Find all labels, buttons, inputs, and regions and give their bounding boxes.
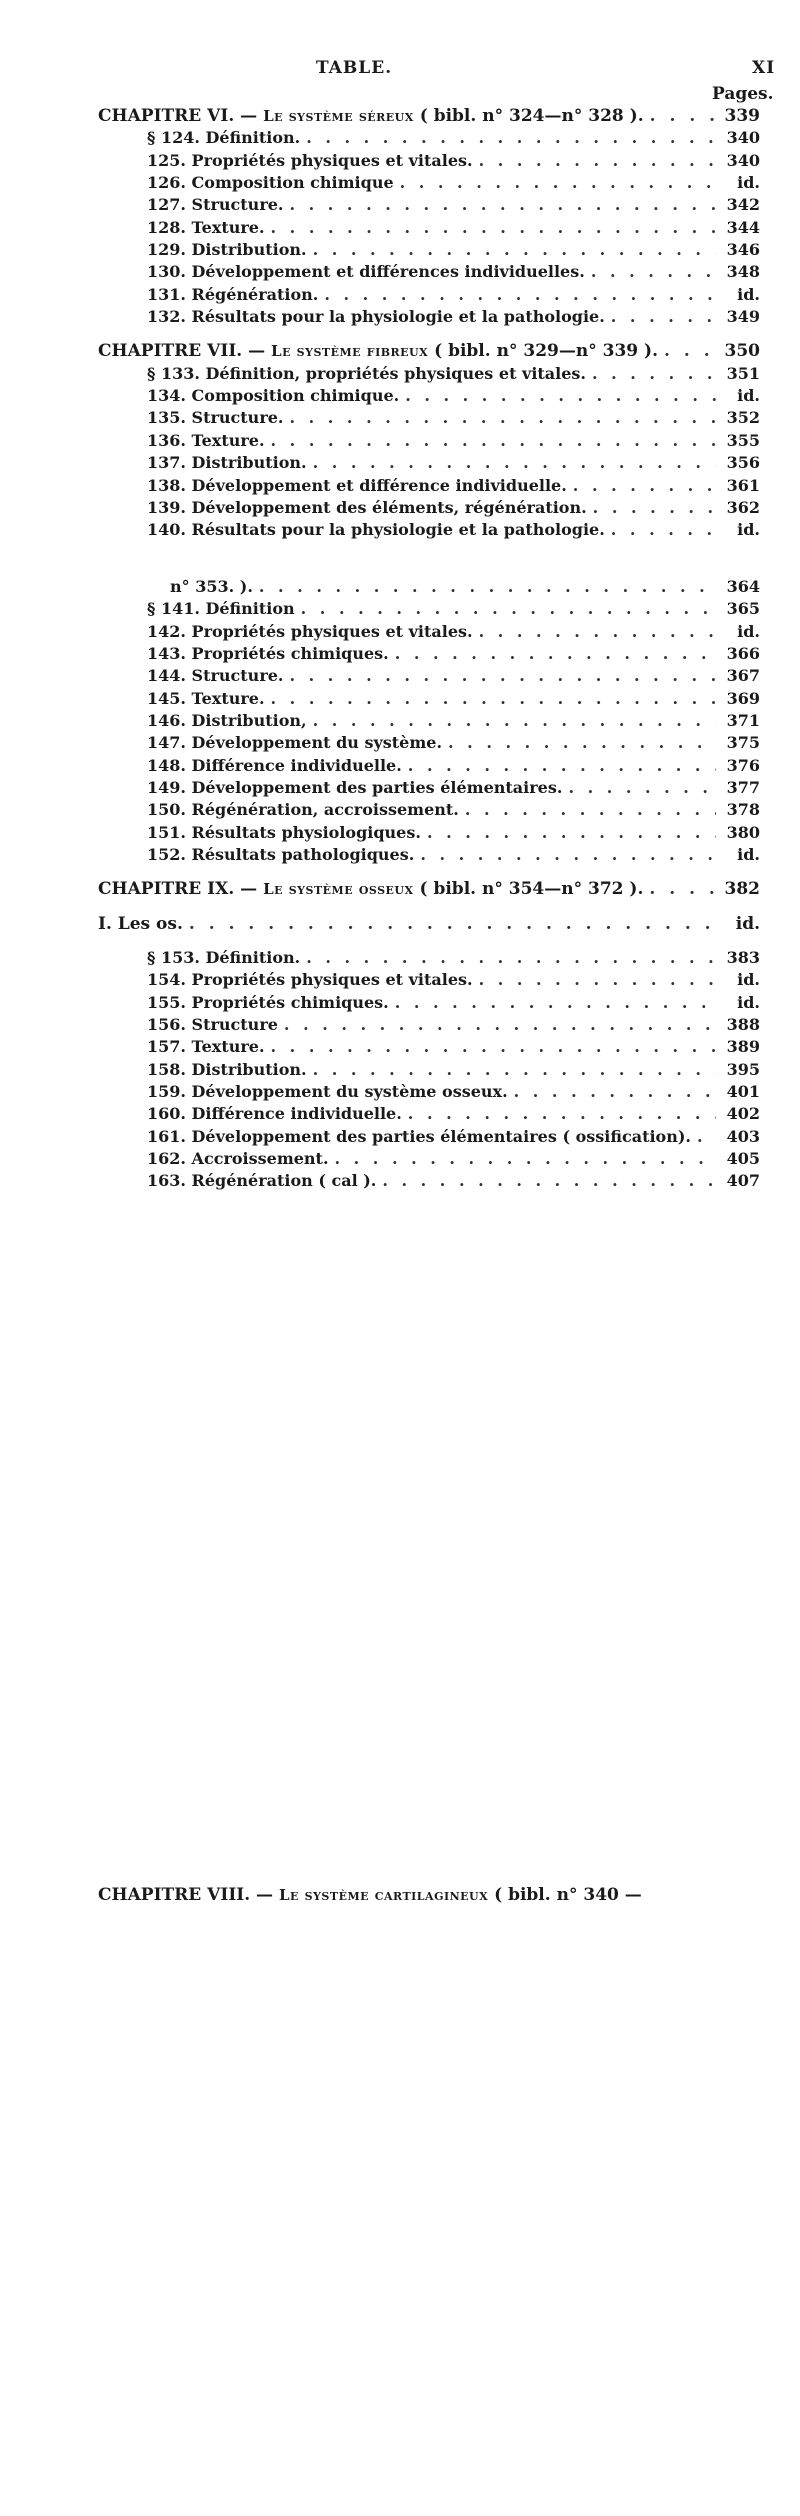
page-number: 378 [726, 800, 760, 820]
entry-label: 151. Résultats physiologiques. [147, 822, 421, 842]
page-number: 377 [726, 777, 760, 797]
entry-label: 150. Régénération, accroissement. [147, 800, 459, 820]
toc-entry [0, 800, 800, 822]
toc-entry [0, 993, 800, 1015]
entry-label: n° 353. ). [170, 576, 253, 596]
dot-leader [395, 644, 716, 664]
dot-leader [395, 993, 716, 1013]
toc-entry [0, 970, 800, 992]
chapter-subject: Le système séreux [263, 107, 414, 125]
dot-leader [664, 341, 716, 361]
toc-entry [0, 644, 800, 666]
page-number: 395 [726, 1059, 760, 1079]
toc-entry [0, 218, 800, 240]
page-number: 352 [726, 408, 760, 428]
entry-label [98, 914, 183, 934]
chapter-subject: Le système cartilagineux [278, 1885, 489, 1904]
toc-entry [0, 386, 800, 408]
entry-label: 134. Composition chimique. [147, 386, 400, 406]
dot-leader [611, 307, 716, 327]
page-number: id. [737, 845, 760, 864]
page-number: 340 [726, 128, 760, 148]
toc-entry [0, 364, 800, 386]
dot-leader [479, 622, 716, 642]
dot-leader [335, 1149, 716, 1169]
chapter-title [98, 106, 644, 126]
toc-entry [0, 1060, 800, 1082]
page-number: id. [737, 970, 760, 990]
page-number: 344 [726, 217, 760, 237]
chapter-heading [0, 879, 800, 901]
toc-entry [0, 823, 800, 845]
dot-leader [593, 498, 716, 518]
dot-leader [382, 1171, 716, 1191]
dot-leader [697, 1127, 716, 1147]
page-number: id. [737, 284, 760, 304]
page-number: 388 [726, 1015, 760, 1035]
entry-label: 156. Structure [147, 1015, 278, 1035]
entry-label: 160. Différence individuelle. [147, 1104, 402, 1124]
bibliography-ref: ( bibl. n° 324—n° 328 ). [413, 106, 644, 126]
page-number: id. [737, 520, 760, 540]
page-number: 366 [726, 643, 760, 663]
chapter-number: I. Les os. [98, 913, 183, 934]
dot-leader [611, 520, 716, 540]
page-number: 380 [726, 822, 760, 842]
page-number: 361 [726, 475, 760, 495]
toc-entry [0, 240, 800, 262]
chapter-heading [0, 106, 800, 128]
entry-label: 162. Accroissement. [147, 1149, 329, 1169]
dot-leader [290, 408, 717, 428]
page-number: 376 [726, 755, 760, 775]
toc-entry [0, 195, 800, 217]
entry-label: § 124. Définition. [147, 128, 301, 148]
page-number-roman: XI [752, 58, 776, 78]
chapter-number: CHAPITRE VI. — [98, 106, 264, 126]
toc-entry [0, 173, 800, 195]
entry-label: § 141. Définition [147, 599, 295, 619]
dot-leader [465, 800, 716, 820]
entry-label: 138. Développement et différence individuelle. [147, 475, 567, 495]
page-number: 339 [724, 106, 760, 126]
entry-label: 130. Développement et différences individuelles. [147, 262, 585, 282]
entry-label: 143. Propriétés chimiques. [147, 643, 389, 663]
page-number: 402 [726, 1104, 760, 1124]
toc-entry [0, 1104, 800, 1126]
page-number: 350 [724, 341, 760, 362]
toc-entry [0, 689, 800, 711]
page-number: 407 [726, 1171, 760, 1191]
dot-leader [573, 476, 716, 496]
page-number: 351 [726, 363, 760, 383]
entry-label: 146. Distribution, [147, 710, 307, 730]
dot-leader [479, 151, 716, 171]
page-number: 367 [726, 666, 760, 686]
entry-label: 137. Distribution. [147, 453, 307, 473]
page-number: 389 [726, 1037, 760, 1057]
entry-label: 152. Résultats pathologiques. [147, 845, 415, 864]
toc-entry [0, 577, 800, 599]
page-number: 401 [726, 1082, 760, 1102]
dot-leader [408, 756, 716, 776]
toc-entry [0, 498, 800, 520]
toc-entry [0, 1015, 800, 1037]
page-number: 405 [726, 1149, 760, 1169]
dot-leader [479, 970, 716, 990]
chapter-heading [0, 341, 800, 363]
page-number: 340 [726, 150, 760, 170]
page-number: 382 [724, 879, 760, 900]
dot-leader [306, 128, 716, 148]
toc-entry [0, 666, 800, 688]
toc-entry [0, 948, 800, 970]
page-number: 365 [726, 599, 760, 619]
dot-leader [290, 666, 717, 686]
dot-leader [301, 599, 716, 619]
entry-label: 127. Structure. [147, 195, 284, 215]
entry-label: 142. Propriétés physiques et vitales. [147, 621, 473, 641]
toc-entry [0, 520, 800, 542]
dot-leader [592, 364, 716, 384]
entry-label: 145. Texture. [147, 688, 265, 708]
dot-leader [420, 845, 716, 865]
toc-entry [0, 1037, 800, 1059]
dot-leader [324, 285, 716, 305]
page-number: 375 [726, 733, 760, 753]
toc-entry [0, 1082, 800, 1104]
entry-label: 158. Distribution. [147, 1059, 307, 1079]
chapter-subject: Le système osseux [263, 880, 414, 899]
chapter-number: CHAPITRE IX. — [98, 879, 264, 900]
dot-leader [400, 173, 716, 193]
entry-label: 128. Texture. [147, 217, 265, 237]
dot-leader [427, 823, 716, 843]
page-number: 346 [726, 240, 760, 260]
entry-label: 163. Régénération ( cal ). [147, 1171, 377, 1191]
toc-entry [0, 711, 800, 733]
dot-leader [649, 879, 716, 899]
dot-leader [271, 689, 716, 709]
toc-entry [0, 151, 800, 173]
toc-entry [0, 733, 800, 755]
page-number: 348 [726, 262, 760, 282]
entry-label: 131. Régénération. [147, 284, 319, 304]
entry-label: 140. Résultats pour la physiologie et la pathologie. [147, 520, 605, 540]
toc-entry [0, 1127, 800, 1149]
table-of-contents [0, 106, 800, 1905]
dot-leader [650, 106, 716, 126]
toc-entry [0, 756, 800, 778]
entry-label: 157. Texture. [147, 1037, 265, 1057]
running-title: TABLE. [316, 58, 393, 78]
toc-entry [0, 408, 800, 430]
toc-entry [0, 431, 800, 453]
dot-leader [514, 1082, 716, 1102]
page-number: id. [737, 621, 760, 641]
dot-leader [313, 240, 716, 260]
page-number: 355 [726, 430, 760, 450]
dot-leader [271, 1037, 716, 1057]
page-number: 349 [726, 307, 760, 327]
toc-entry [0, 128, 800, 150]
toc-entry [0, 599, 800, 621]
page-number: 362 [726, 497, 760, 517]
entry-label: 161. Développement des parties élémentaires ( ossification). [147, 1126, 691, 1146]
dot-leader [313, 711, 716, 731]
dot-leader [306, 948, 716, 968]
page-number: 356 [726, 453, 760, 473]
entry-label: 125. Propriétés physiques et vitales. [147, 150, 473, 170]
page-number: 403 [726, 1126, 760, 1146]
dot-leader [313, 1060, 716, 1080]
dot-leader [568, 778, 716, 798]
dot-leader [405, 386, 716, 406]
entry-label: 135. Structure. [147, 408, 284, 428]
page-number: id. [737, 992, 760, 1012]
toc-entry [0, 476, 800, 498]
entry-label: § 133. Définition, propriétés physiques et vitales. [147, 363, 586, 383]
page-number: 342 [726, 195, 760, 215]
page-number: 383 [726, 948, 760, 968]
page-number: 364 [726, 576, 760, 596]
toc-entry [0, 262, 800, 284]
toc-entry [0, 285, 800, 307]
chapter-title [98, 341, 658, 361]
dot-leader [313, 453, 716, 473]
chapter-title [98, 879, 643, 899]
toc-entry [0, 622, 800, 644]
entry-label: 148. Différence individuelle. [147, 755, 402, 775]
dot-leader [189, 914, 716, 934]
chapter-number: CHAPITRE VIII. — [98, 1884, 279, 1905]
bibliography-ref: ( bibl. n° 340 — [488, 1884, 642, 1905]
dot-leader [591, 262, 716, 282]
pages-column-label: Pages. [712, 84, 774, 104]
bibliography-ref: ( bibl. n° 329—n° 339 ). [428, 341, 659, 362]
dot-leader [408, 1104, 716, 1124]
entry-label: 139. Développement des éléments, régénération. [147, 497, 587, 517]
entry-label: 154. Propriétés physiques et vitales. [147, 970, 473, 990]
entry-label: 126. Composition chimique [147, 173, 394, 193]
running-header [0, 58, 800, 82]
toc-entry [0, 1149, 800, 1171]
toc-entry [0, 1171, 800, 1193]
page-number: id. [737, 386, 760, 406]
dot-leader [284, 1015, 716, 1035]
dot-leader [259, 577, 716, 597]
toc-entry [0, 778, 800, 800]
entry-label: 147. Développement du système. [147, 733, 443, 753]
page-number: id. [737, 173, 760, 193]
entry-label: 132. Résultats pour la physiologie et la pathologie. [147, 307, 605, 327]
chapter-title [98, 1885, 642, 1905]
toc-entry [0, 307, 800, 329]
page-number: 369 [726, 688, 760, 708]
entry-label: 159. Développement du système osseux. [147, 1082, 508, 1102]
entry-label: § 153. Définition. [147, 948, 301, 968]
bibliography-ref: ( bibl. n° 354—n° 372 ). [413, 879, 644, 900]
entry-label: 144. Structure. [147, 666, 284, 686]
entry-label: 129. Distribution. [147, 240, 307, 260]
dot-leader [448, 733, 716, 753]
page-number: id. [735, 913, 760, 934]
dot-leader [271, 431, 716, 451]
entry-label: 136. Texture. [147, 430, 265, 450]
page-number: 371 [726, 710, 760, 730]
chapter-subject: Le système fibreux [271, 342, 429, 361]
toc-entry [0, 914, 800, 936]
entry-label: 155. Propriétés chimiques. [147, 992, 389, 1012]
dot-leader [290, 195, 717, 215]
dot-leader [271, 218, 716, 238]
toc-entry [0, 845, 800, 867]
chapter-number: CHAPITRE VII. — [98, 341, 272, 362]
toc-entry [0, 453, 800, 475]
entry-label: 149. Développement des parties élémentaires. [147, 777, 563, 797]
